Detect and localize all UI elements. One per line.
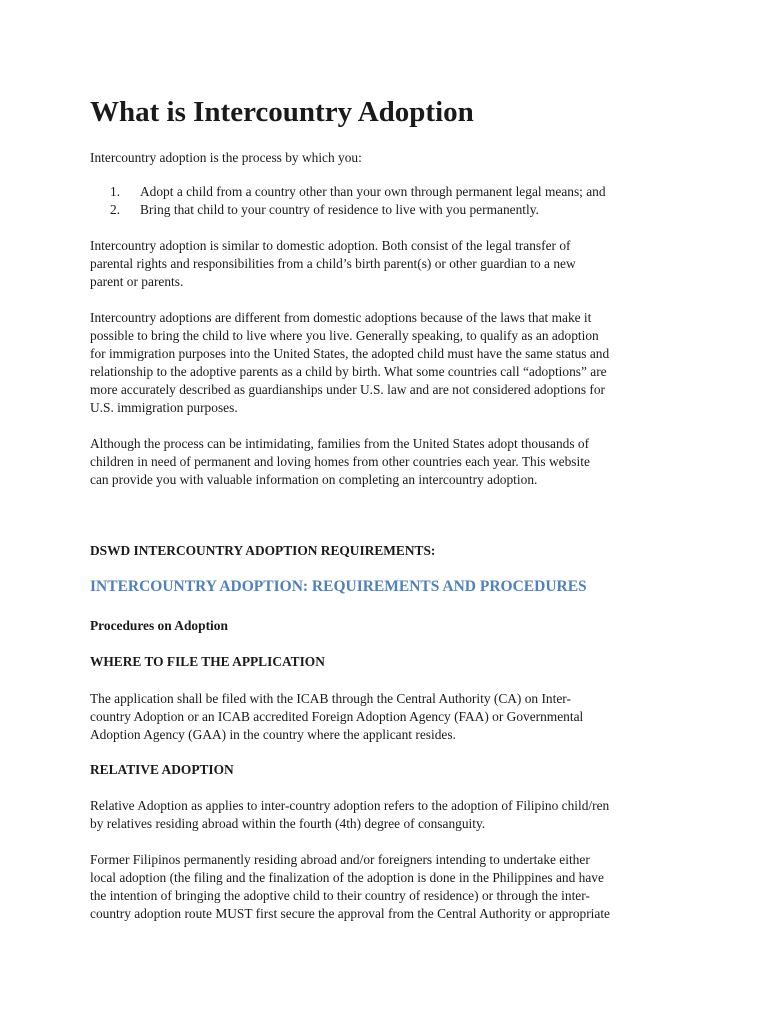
numbered-list bbox=[110, 183, 606, 219]
paragraph-line: country Adoption or an ICAB accredited Foreign Adoption Agency (FAA) or Governmental bbox=[90, 709, 584, 724]
paragraph-relative-adoption bbox=[90, 797, 682, 833]
paragraph-line: U.S. immigration purposes. bbox=[90, 400, 238, 415]
procedures-heading: Procedures on Adoption bbox=[90, 618, 228, 633]
list-number: 1. bbox=[110, 184, 121, 199]
paragraph-line: The application shall be filed with the ICAB through the Central Authority (CA) on Inter- bbox=[90, 691, 571, 706]
paragraph-line: can provide you with valuable information on completing an intercountry adoption. bbox=[90, 472, 538, 487]
paragraph-line: the intention of bringing the adoptive child to their country of residence) or through the inter- bbox=[90, 888, 590, 903]
paragraph-line: Former Filipinos permanently residing abroad and/or foreigners intending to undertake either bbox=[90, 852, 590, 867]
paragraph-process-intro bbox=[90, 435, 682, 489]
list-item-text: Adopt a child from a country other than your own through permanent legal means; and bbox=[140, 184, 606, 199]
list-number: 2. bbox=[110, 202, 121, 217]
paragraph-line: local adoption (the filing and the finalization of the adoption is done in the Philippines and have bbox=[90, 870, 604, 885]
requirements-procedures-heading: INTERCOUNTRY ADOPTION: REQUIREMENTS AND PROCEDURES bbox=[90, 578, 587, 595]
where-to-file-heading: WHERE TO FILE THE APPLICATION bbox=[90, 654, 325, 669]
paragraph-former-filipinos bbox=[90, 851, 682, 923]
paragraph-line: possible to bring the child to live where you live. Generally speaking, to qualify as an adoption bbox=[90, 328, 599, 343]
paragraph-line: parent or parents. bbox=[90, 274, 184, 289]
list-item bbox=[110, 183, 606, 201]
paragraph-line: Although the process can be intimidating, families from the United States adopt thousands of bbox=[90, 436, 590, 451]
paragraph-line: Intercountry adoptions are different from domestic adoptions because of the laws that make it bbox=[90, 310, 592, 325]
dswd-requirements-heading: DSWD INTERCOUNTRY ADOPTION REQUIREMENTS: bbox=[90, 543, 436, 558]
paragraph-line: relationship to the adoptive parents as a child by birth. What some countries call “adoptions” are bbox=[90, 364, 607, 379]
intro-text: Intercountry adoption is the process by which you: bbox=[90, 150, 362, 165]
paragraph-line: country adoption route MUST first secure the approval from the Central Authority or appropriate bbox=[90, 906, 610, 921]
paragraph-line: parental rights and responsibilities from a child’s birth parent(s) or other guardian to a new bbox=[90, 256, 576, 271]
paragraph-line: by relatives residing abroad within the fourth (4th) degree of consanguity. bbox=[90, 816, 486, 831]
list-item bbox=[110, 201, 606, 219]
paragraph-line: for immigration purposes into the United States, the adopted child must have the same status and bbox=[90, 346, 610, 361]
relative-adoption-heading: RELATIVE ADOPTION bbox=[90, 762, 234, 777]
paragraph-line: Intercountry adoption is similar to domestic adoption. Both consist of the legal transfer of bbox=[90, 238, 571, 253]
list-item-text: Bring that child to your country of residence to live with you permanently. bbox=[140, 202, 539, 217]
paragraph-where-to-file bbox=[90, 690, 682, 744]
paragraph-domestic-similarity bbox=[90, 237, 682, 291]
paragraph-line: Adoption Agency (GAA) in the country where the applicant resides. bbox=[90, 727, 456, 742]
paragraph-line: more accurately described as guardianships under U.S. law and are not considered adoptions for bbox=[90, 382, 605, 397]
paragraph-line: Relative Adoption as applies to inter-country adoption refers to the adoption of Filipino child/ren bbox=[90, 798, 610, 813]
page-title: What is Intercountry Adoption bbox=[90, 96, 474, 128]
paragraph-line: children in need of permanent and loving homes from other countries each year. This website bbox=[90, 454, 590, 469]
paragraph-domestic-difference bbox=[90, 309, 682, 417]
